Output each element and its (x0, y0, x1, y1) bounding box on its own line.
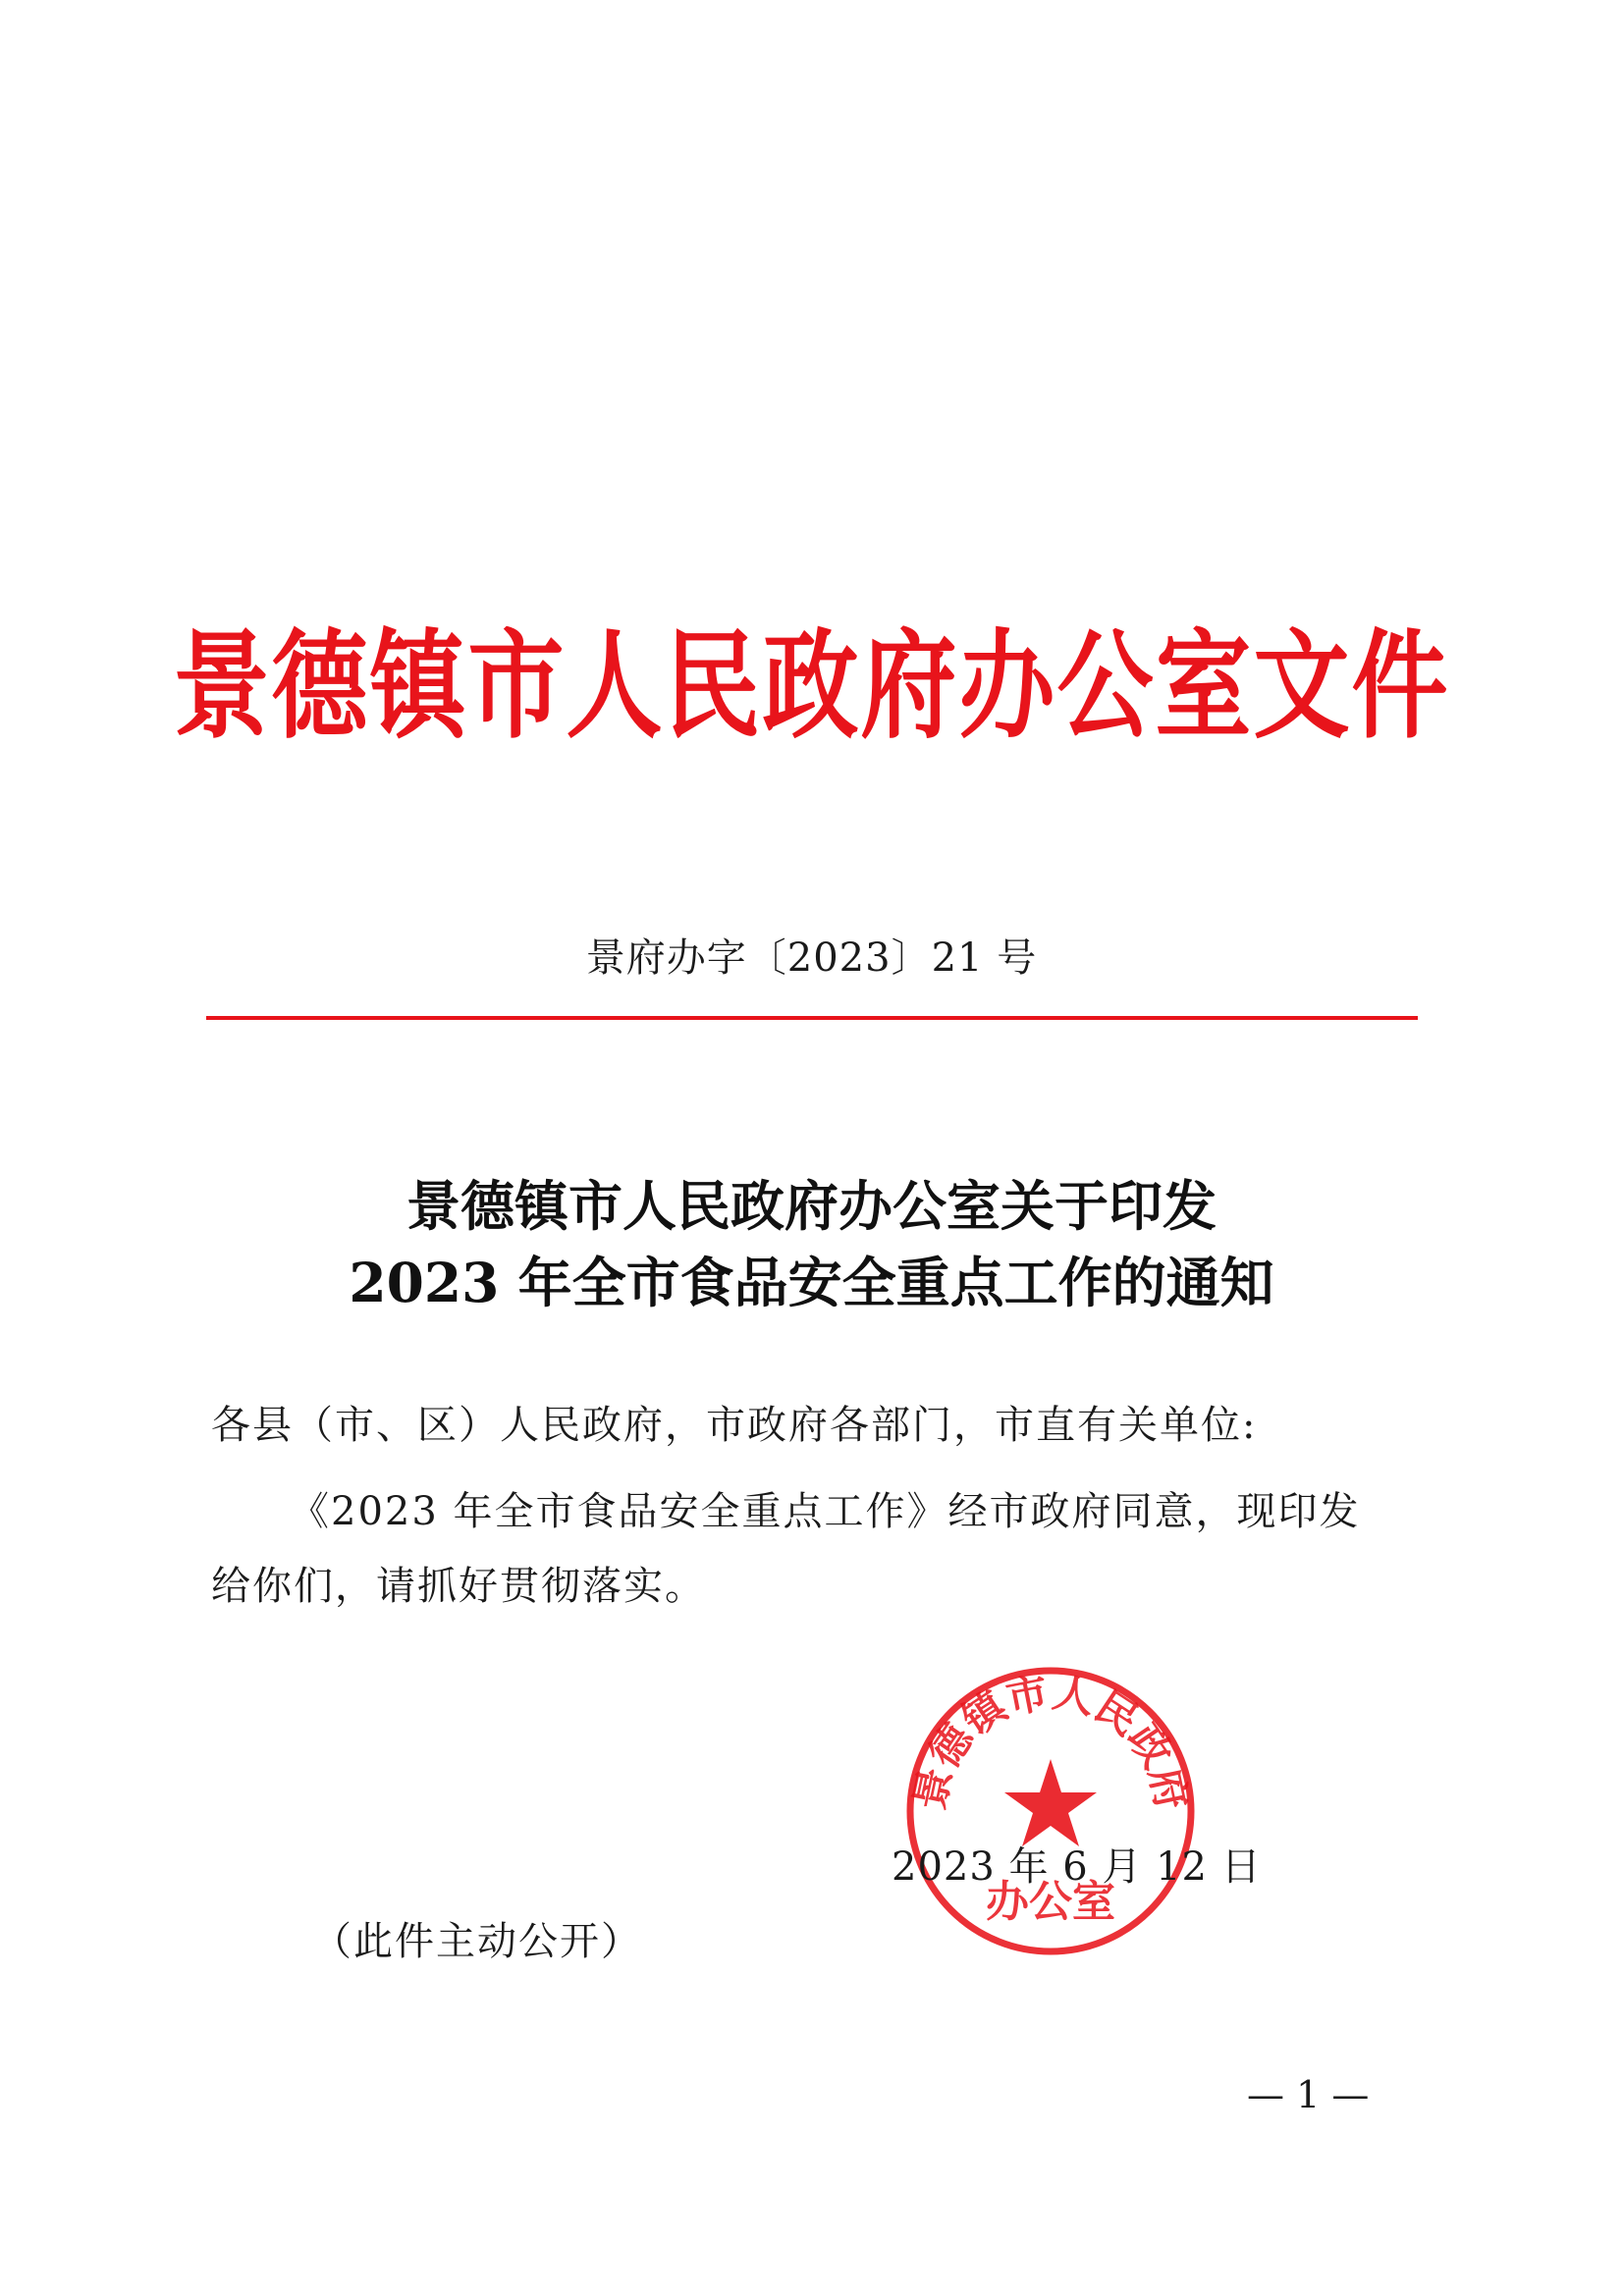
seal-star-icon (1004, 1759, 1097, 1846)
page-number: — 1 — (1247, 2073, 1370, 2116)
official-seal (898, 1659, 1203, 1963)
public-disclosure-note: （此件主动公开） (312, 1919, 642, 1964)
notice-title-line-2: 2023 年全市食品安全重点工作的通知 (349, 1251, 1274, 1314)
notice-title-line-1: 景德镇市人民政府办公室关于印发 (406, 1174, 1217, 1238)
body-line-1: 《2023 年全市食品安全重点工作》经市政府同意，现印发 (290, 1489, 1361, 1534)
notice-title (0, 1168, 1623, 1321)
issue-date: 2023 年 6 月 12 日 (892, 1844, 1262, 1890)
salutation: 各县（市、区）人民政府，市政府各部门，市直有关单位: (211, 1403, 1258, 1448)
document-number: 景府办字〔2023〕21 号 (585, 935, 1038, 981)
seal-arc-text: 景德镇市人民政府 (904, 1668, 1197, 1814)
seal-bottom-text: 办公室 (986, 1877, 1115, 1927)
red-divider-line (206, 1016, 1418, 1020)
body-line-2: 给你们，请抓好贯彻落实。 (211, 1564, 706, 1609)
body-paragraph (211, 1474, 1419, 1624)
document-header-title: 景德镇市人民政府办公室文件 (173, 618, 1450, 756)
